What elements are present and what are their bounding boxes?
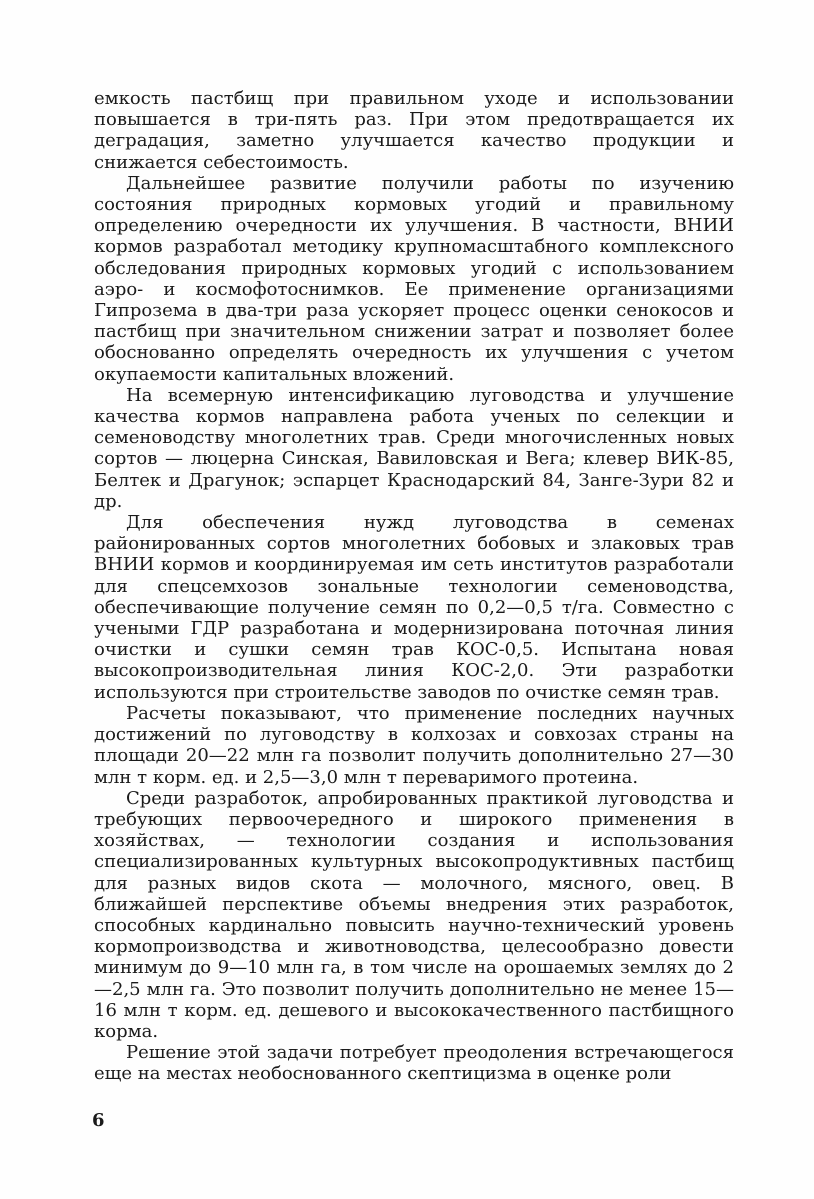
paragraph-3: На всемерную интенсификацию луговодства и улучшение качества кормов направлена работа ученых по селекции и семеноводству многолетних трав. Среди многочисленных новых сортов — люцерна Синская, Вавиловская и Вега; клевер ВИК-85, Белтек и Драгунок; эспарцет Краснодарский 84, Занге-Зури 82 и др. xyxy=(94,384,734,512)
paragraph-2: Дальнейшее развитие получили работы по изучению состояния природных кормовых угодий и правильному определению очередности их улучшения. В частности, ВНИИ кормов разработал методику крупномасштабного комплексного обследования природных кормовых угодий с использованием аэро- и космофотоснимков. Ее применение организациями Гипрозема в два-три раза ускоряет процесс оценки сенокосов и пастбищ при значительном снижении затрат и позволяет более обоснованно определять очередность их улучшения с учетом окупаемости капитальных вложений. xyxy=(94,172,734,385)
paragraph-1: емкость пастбищ при правильном уходе и использовании повышается в три-пять раз. При этом предотвращается их деградация, заметно улучшается качество продукции и снижается себестоимость. xyxy=(94,88,734,173)
paragraph-4: Для обеспечения нужд луговодства в семенах районированных сортов многолетних бобовых и злаковых трав ВНИИ кормов и координируемая им сеть институтов разработали для спецсемхозов зональные технологии семеноводства, обеспечивающие получение семян по 0,2—0,5 т/га. Совместно с учеными ГДР разработана и модернизирована поточная линия очистки и сушки семян трав КОС-0,5. Испытана новая высокопроизводительная линия КОС-2,0. Эти разработки используются при строительстве заводов по очистке семян трав. xyxy=(94,512,734,703)
paragraph-6: Среди разработок, апробированных практикой луговодства и требующих первоочередного и широкого применения в хозяйствах, — технологии создания и использования специализированных культурных высокопродуктивных пастбищ для разных видов скота — молочного, мясного, овец. В ближайшей перспективе объемы внедрения этих разработок, способных кардинально повысить научно-технический уровень кормопроизводства и животноводства, целесообразно довести минимум до 9—10 млн га, в том числе на орошаемых землях до 2—2,5 млн га. Это позволит получить дополнительно не менее 15—16 млн т корм. ед. дешевого и высококачественного пастбищного корма. xyxy=(94,787,734,1042)
paragraph-5: Расчеты показывают, что применение последних научных достижений по луговодству в колхозах и совхозах страны на площади 20—22 млн га позволит получить дополнительно 27—30 млн т корм. ед. и 2,5—3,0 млн т переваримого протеина. xyxy=(94,702,734,788)
page-number: 6 xyxy=(92,1110,105,1131)
paragraph-7: Решение этой задачи потребует преодоления встречающегося еще на местах необоснованного скептицизма в оценке роли xyxy=(94,1042,734,1085)
body-text xyxy=(94,88,734,1085)
